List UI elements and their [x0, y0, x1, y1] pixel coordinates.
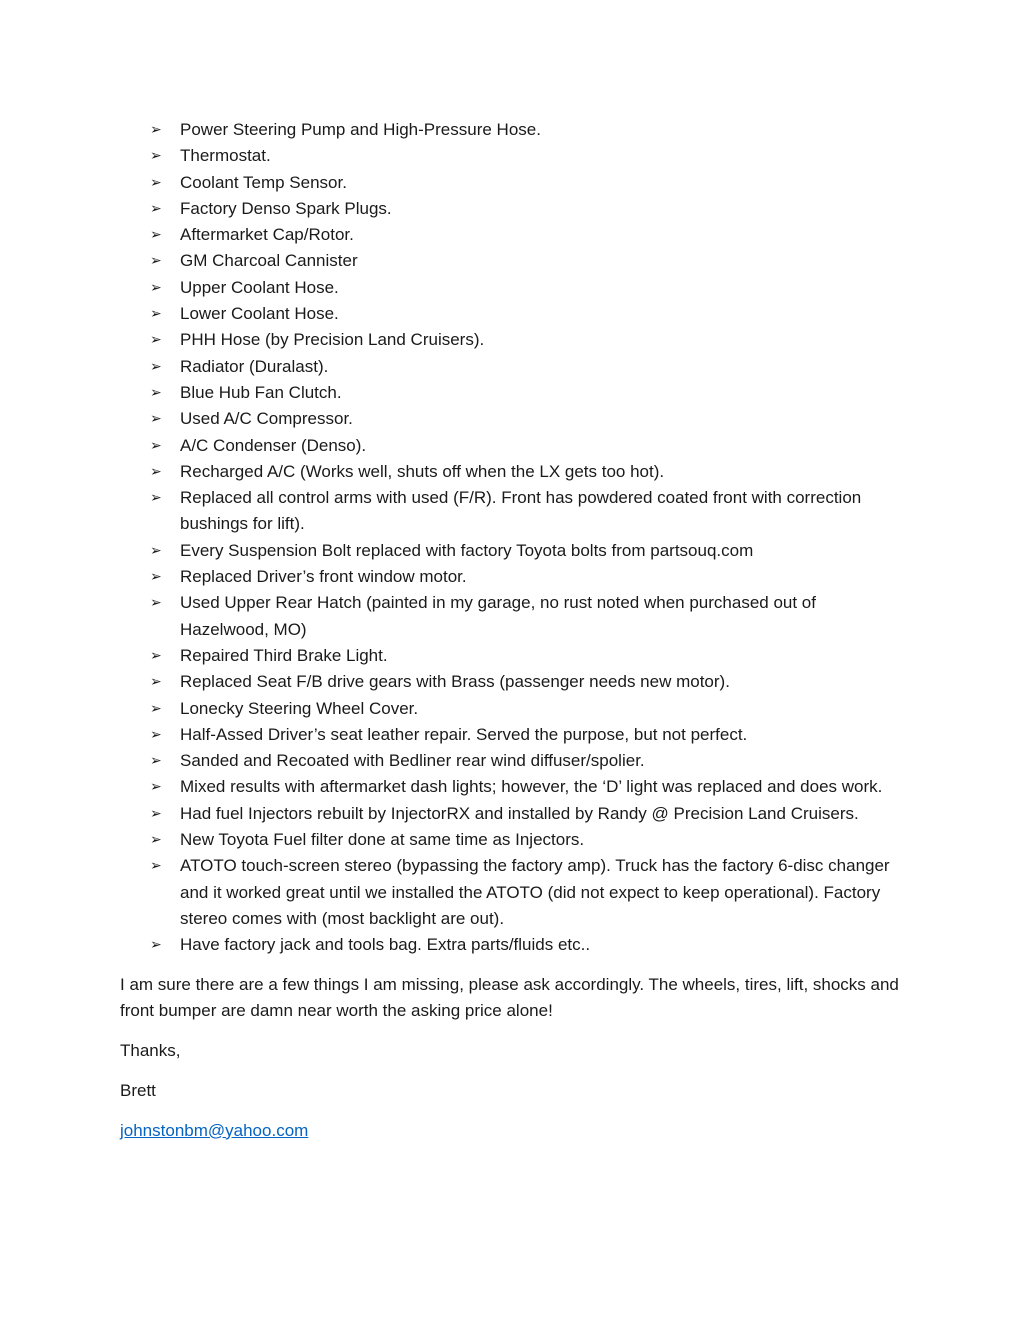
list-item: [120, 459, 900, 485]
arrow-bullet-icon: ➢: [150, 122, 162, 138]
list-item: [120, 669, 900, 695]
list-item: [120, 117, 900, 143]
email-line: [120, 1118, 900, 1144]
list-item: [120, 275, 900, 301]
arrow-bullet-icon: ➢: [150, 674, 162, 691]
arrow-bullet-icon: ➢: [150, 200, 162, 217]
list-item: [120, 643, 900, 669]
list-item: [120, 301, 900, 327]
list-item-text: Lonecky Steering Wheel Cover.: [180, 698, 419, 718]
list-item-text: ATOTO touch-screen stereo (bypassing the factory amp). Truck has the factory 6-disc changer and it worked great until we installed the ATOTO (did not expect to keep operational). Factory stereo comes with (most backlight are out).: [180, 856, 890, 928]
list-item-text: Used Upper Rear Hatch (painted in my garage, no rust noted when purchased out of Hazelwood, MO): [180, 593, 816, 639]
arrow-bullet-icon: ➢: [150, 227, 162, 244]
list-item: [120, 748, 900, 774]
list-item: [120, 827, 900, 853]
list-item: [120, 433, 900, 459]
arrow-bullet-icon: ➢: [150, 332, 162, 349]
list-item-text: A/C Condenser (Denso).: [180, 435, 367, 455]
list-item-text: Factory Denso Spark Plugs.: [180, 198, 392, 218]
list-item-text: Replaced all control arms with used (F/R). Front has powdered coated front with correction bushings for lift).: [180, 488, 862, 534]
list-item: [120, 801, 900, 827]
arrow-bullet-icon: ➢: [150, 174, 162, 191]
arrow-bullet-icon: ➢: [150, 306, 162, 323]
arrow-bullet-icon: ➢: [150, 542, 162, 559]
list-item: [120, 485, 900, 538]
list-item-text: Have factory jack and tools bag. Extra parts/fluids etc..: [180, 935, 591, 955]
email-link[interactable]: johnstonbm@yahoo.com: [120, 1120, 309, 1140]
arrow-bullet-icon: ➢: [150, 490, 162, 507]
list-item-text: Half-Assed Driver’s seat leather repair. Served the purpose, but not perfect.: [180, 724, 748, 744]
list-item-text: Power Steering Pump and High-Pressure Hose.: [180, 120, 541, 139]
list-item: [120, 380, 900, 406]
arrow-bullet-icon: ➢: [150, 647, 162, 664]
arrow-bullet-icon: ➢: [150, 148, 162, 165]
arrow-bullet-icon: ➢: [150, 253, 162, 270]
list-item: [120, 354, 900, 380]
arrow-bullet-icon: ➢: [150, 832, 162, 849]
arrow-bullet-icon: ➢: [150, 358, 162, 375]
list-item: [120, 774, 900, 800]
signature-name: Brett: [120, 1080, 156, 1100]
arrow-bullet-icon: ➢: [150, 463, 162, 480]
list-item: [120, 564, 900, 590]
arrow-bullet-icon: ➢: [150, 937, 162, 954]
list-item-text: Had fuel Injectors rebuilt by InjectorRX and installed by Randy @ Precision Land Cruisers.: [180, 803, 859, 823]
list-item: [120, 222, 900, 248]
arrow-bullet-icon: ➢: [150, 805, 162, 822]
arrow-bullet-icon: ➢: [150, 569, 162, 586]
arrow-bullet-icon: ➢: [150, 279, 162, 296]
list-item: [120, 538, 900, 564]
list-item-text: Every Suspension Bolt replaced with factory Toyota bolts from partsouq.com: [180, 540, 754, 560]
list-item-text: Aftermarket Cap/Rotor.: [180, 225, 354, 245]
list-item: [120, 853, 900, 932]
list-item: [120, 932, 900, 958]
list-item-text: Recharged A/C (Works well, shuts off when the LX gets too hot).: [180, 461, 665, 481]
list-item: [120, 248, 900, 274]
list-item-text: Lower Coolant Hose.: [180, 304, 339, 324]
list-item-text: Replaced Driver’s front window motor.: [180, 567, 467, 587]
list-item-text: Repaired Third Brake Light.: [180, 645, 388, 665]
list-item-text: Used A/C Compressor.: [180, 409, 353, 429]
arrow-bullet-icon: ➢: [150, 411, 162, 428]
list-item-text: Thermostat.: [180, 146, 271, 166]
list-item-text: GM Charcoal Cannister: [180, 251, 358, 271]
arrow-bullet-icon: ➢: [150, 858, 162, 875]
arrow-bullet-icon: ➢: [150, 700, 162, 717]
arrow-bullet-icon: ➢: [150, 595, 162, 612]
closing-paragraph: I am sure there are a few things I am missing, please ask accordingly. The wheels, tires, lift, shocks and front bumper are damn near worth the asking price alone!: [120, 975, 899, 1021]
arrow-bullet-icon: ➢: [150, 726, 162, 743]
list-item-text: Blue Hub Fan Clutch.: [180, 382, 342, 402]
list-item: [120, 722, 900, 748]
thanks-line: Thanks,: [120, 1041, 181, 1061]
repairs-bullet-list: [120, 117, 900, 959]
list-item-text: PHH Hose (by Precision Land Cruisers).: [180, 330, 485, 350]
arrow-bullet-icon: ➢: [150, 384, 162, 401]
arrow-bullet-icon: ➢: [150, 779, 162, 796]
list-item-text: Sanded and Recoated with Bedliner rear wind diffuser/spolier.: [180, 751, 645, 771]
list-item: [120, 406, 900, 432]
arrow-bullet-icon: ➢: [150, 437, 162, 454]
list-item: [120, 170, 900, 196]
list-item-text: Radiator (Duralast).: [180, 356, 329, 376]
list-item-text: Mixed results with aftermarket dash lights; however, the ‘D’ light was replaced and does work.: [180, 777, 883, 797]
list-item: [120, 327, 900, 353]
list-item-text: Replaced Seat F/B drive gears with Brass (passenger needs new motor).: [180, 672, 730, 692]
list-item-text: Coolant Temp Sensor.: [180, 172, 347, 192]
list-item: [120, 696, 900, 722]
list-item-text: New Toyota Fuel filter done at same time as Injectors.: [180, 830, 585, 850]
list-item: [120, 196, 900, 222]
list-item: [120, 590, 900, 643]
arrow-bullet-icon: ➢: [150, 753, 162, 770]
list-item: [120, 143, 900, 169]
list-item-text: Upper Coolant Hose.: [180, 277, 339, 297]
